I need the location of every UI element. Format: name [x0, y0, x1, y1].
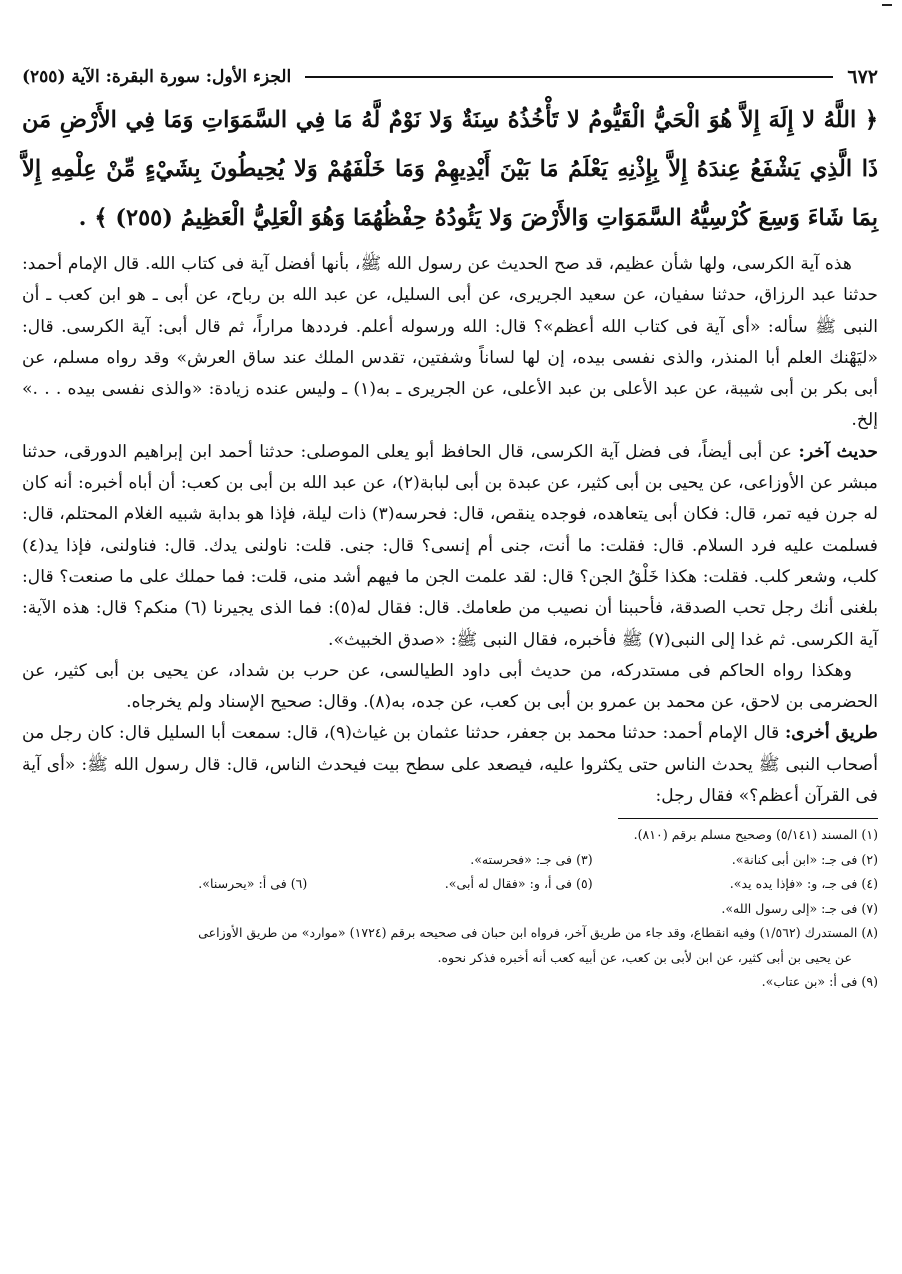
scan-corner-mark: [882, 4, 892, 6]
running-header: [22, 60, 878, 94]
running-title: الجزء الأول: سورة البقرة: الآية (٢٥٥): [22, 67, 292, 87]
footnote-1: (١) المسند (٥/١٤١) وصحيح مسلم برقم (٨١٠).: [633, 827, 878, 843]
footnote-separator: [618, 818, 878, 819]
footnote-empty: [22, 848, 307, 873]
header-rule: [305, 76, 833, 78]
footnote-5: (٥) فى أ، و: «فقال له أبى».: [444, 876, 593, 892]
commentary-body: [22, 249, 878, 812]
footnote-2: (٢) فى جـ: «ابن أبى كنانة».: [731, 851, 878, 867]
footnote-8-continued: عن يحيى بن أبى كثير، عن ابن لأبى بن كعب، عن أبيه كعب أنه أخبره فذكر نحوه.: [437, 949, 852, 965]
paragraph-text: هذه آية الكرسى، ولها شأن عظيم، قد صح الحديث عن رسول الله ﷺ، بأنها أفضل آية فى كتاب الله. قال الإمام أحمد: حدثنا عبد الرزاق، حدثنا سفيان، عن سعيد الجريرى، عن أبى السليل، عن عبد الله بن رباح، عن أبى ـ هو ابن كعب ـ أن النبى ﷺ سأله: «أى آية فى كتاب الله أعظم»؟ قال: الله ورسوله أعلم. فرددها مراراً، ثم قال أبى: آية الكرسى. قال: «ليَهْنك العلم أبا المنذر، والذى نفسى بيده، إن لها لساناً وشفتين، تقدس الملك عند ساق العرش» وقد رواه مسلم، عن أبى بكر بن أبى شيبة، عن عبد الأعلى بن عبد الأعلى، عن الجريرى ـ به(١) ـ وليس عنده زيادة: «والذى نفسى بيده . . .» إلخ.: [22, 254, 879, 431]
paragraph-text: عن أبى أيضاً، فى فضل آية الكرسى، قال الحافظ أبو يعلى الموصلى: حدثنا أحمد ابن إبراهيم الدورقى، حدثنا مبشر عن الأوزاعى، عن يحيى بن أبى كثير، عن عبدة بن أبى لبابة(٢)، عن عبد الله بن أبى بن كعب: أن أباه أخبره: أنه كان له جرن فيه تمر، قال: فكان أبى يتعاهده، فوجده ينقص، قال: فحرسه(٣) ذات ليلة، فإذا هو بدابة شبيه الغلام المحتلم، قال: فسلمت عليه فرد السلام. قال: فقلت: ما أنت، جنى أم إنسى؟ قال: جنى. قلت: ناولنى يدك. قال: فناولنى، فإذا يد(٤) كلب، وشعر كلب. فقلت: هكذا خَلْقُ الجن؟ قال: لقد علمت الجن ما فيهم أشد منى، قلت: فما حملك على ما صنعت؟ قال: بلغنى أنك رجل تحب الصدقة، فأحببنا أن نصيب من طعامك. قال: فقال له(٥): فما الذى يجيرنا (٦) منكم؟ قال: هذه الآية: آية الكرسى. ثم غدا إلى النبى(٧) ﷺ فأخبره، فقال النبى ﷺ: «صدق الخبيث».: [22, 441, 878, 650]
footnote-6: (٦) فى أ: «يحرسنا».: [198, 876, 308, 892]
footnote-9: (٩) فى أ: «بن عتاب».: [761, 974, 878, 990]
paragraph-3: [22, 656, 878, 719]
footnote-3: (٣) فى جـ: «فحرسته».: [470, 851, 593, 867]
footnotes: [22, 823, 878, 995]
footnote-row: [22, 872, 878, 897]
page-number: ٦٧٢: [847, 66, 878, 88]
section-lead: حديث آخر:: [798, 441, 878, 462]
paragraph-4: [22, 718, 878, 812]
footnote-7: (٧) فى جـ: «إلى رسول الله».: [721, 900, 878, 916]
footnote-row: [22, 848, 878, 873]
paragraph-text: قال الإمام أحمد: حدثنا محمد بن جعفر، حدثنا عثمان بن غياث(٩)، قال: سمعت أبا السليل قال: كان رجل من أصحاب النبى ﷺ يحدث الناس حتى يكثروا عليه، فيصعد على سطح بيت فيحدث الناس، قال: قال رسول الله ﷺ: «أى آية فى القرآن أعظم؟» فقال رجل:: [22, 723, 878, 807]
paragraph-2: [22, 437, 878, 656]
footnote-4: (٤) فى جـ، و: «فإذا يده يد».: [729, 876, 878, 892]
book-page: [22, 60, 878, 995]
quran-verse: ﴿ اللَّهُ لا إِلَهَ إِلاَّ هُوَ الْحَيُّ الْقَيُّومُ لا تَأْخُذُهُ سِنَةٌ وَلا نَوْمٌ لَّهُ مَا فِي السَّمَوَاتِ وَمَا فِي الأَرْضِ مَن ذَا الَّذِي يَشْفَعُ عِندَهُ إِلاَّ بِإِذْنِهِ يَعْلَمُ مَا بَيْنَ أَيْدِيهِمْ وَمَا خَلْفَهُمْ وَلا يُحِيطُونَ بِشَيْءٍ مِّنْ عِلْمِهِ إِلاَّ بِمَا شَاءَ وَسِعَ كُرْسِيُّهُ السَّمَوَاتِ وَالأَرْضَ وَلا يَئُودُهُ حِفْظُهُمَا وَهُوَ الْعَلِيُّ الْعَظِيمُ (٢٥٥) ﴾ .: [22, 107, 878, 231]
section-lead: طريق أخرى:: [784, 723, 878, 744]
footnote-8: (٨) المستدرك (١/٥٦٢) وفيه انقطاع، وقد جاء من طريق آخر، فرواه ابن حبان فى صحيحه برقم (١٧٢٤) «موارد» من طريق الأوزاعى: [198, 925, 878, 941]
paragraph-text: وهكذا رواه الحاكم فى مستدركه، من حديث أبى داود الطيالسى، عن حرب بن شداد، عن يحيى بن أبى كثير، عن الحضرمى بن لاحق، عن محمد بن عمرو بن أبى بن كعب، عن جده، به(٨). وقال: صحيح الإسناد ولم يخرجاه.: [22, 660, 878, 713]
paragraph-1: [22, 249, 878, 437]
